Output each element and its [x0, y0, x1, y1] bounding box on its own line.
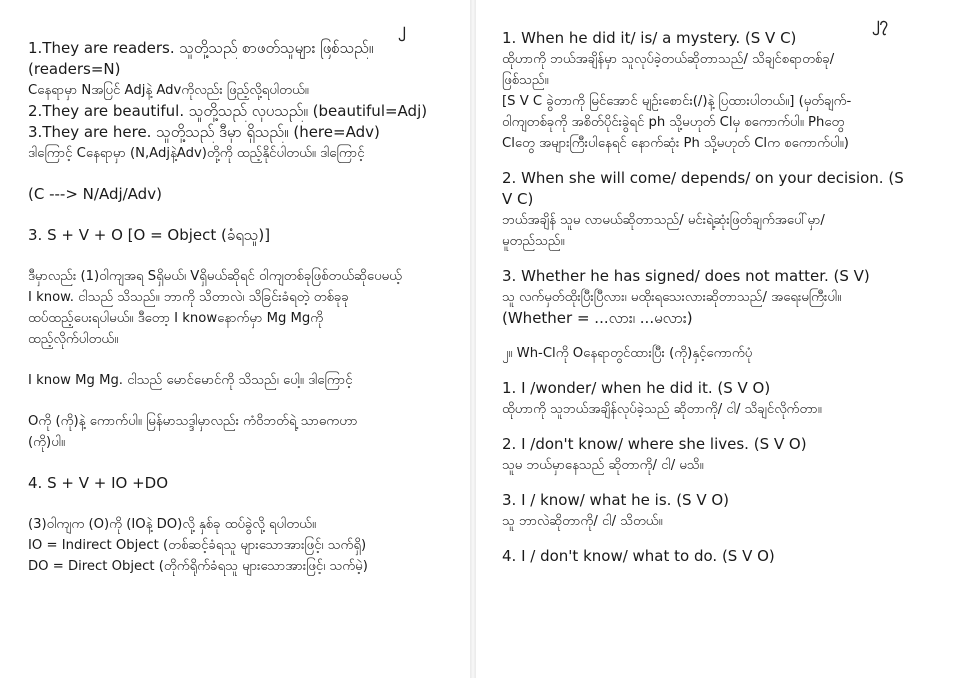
blank-line	[28, 391, 464, 411]
text-line: 3.They are here. သူတို့သည် ဒီမှာ ရှိသည်။ (here=Adv)	[28, 123, 380, 141]
text-line: ထိုဟာကို သူဘယ်အချိန်လုပ်ခဲ့သည် ဆိုတာကို/ ငါ/ သိချင်လိုက်တာ။	[502, 402, 822, 417]
blank-line	[502, 154, 948, 168]
text-line: ဖြစ်သည်။	[502, 73, 549, 88]
text-line: 4. I / don't know/ what to do. (S V O)	[502, 547, 775, 565]
blank-line	[28, 494, 464, 514]
text-line: (Whether = ...လား၊ ...မလား)	[502, 309, 693, 327]
blank-line	[502, 329, 948, 343]
text-line: 2. When she will come/ depends/ on your decision. (S	[502, 169, 904, 187]
text-line: I know Mg Mg. ငါသည် မောင်မောင်ကို သိသည်၊ ပေါ့။ ဒါကြောင့်	[28, 373, 353, 388]
blank-line	[28, 246, 464, 266]
text-line: 1. When he did it/ is/ a mystery. (S V C)	[502, 29, 797, 47]
text-line: သူ ဘာလဲဆိုတာကို/ ငါ/ သိတယ်။	[502, 514, 663, 529]
text-line: ထိုဟာကို ဘယ်အချိန်မှာ သူလုပ်ခဲ့တယ်ဆိုတာသည်/ သိချင်စရာတစ်ခု/	[502, 52, 835, 67]
page-number: ၂၇	[872, 14, 888, 32]
text-line: သူ လက်မှတ်ထိုးပြီးပြီလား၊ မထိုးရသေးလားဆိုတာသည်/ အရေးမကြီးပါ။	[502, 290, 842, 305]
text-line: (C ---> N/Adj/Adv)	[28, 185, 162, 203]
blank-line	[502, 252, 948, 266]
blank-line	[502, 532, 948, 546]
text-line: ထည့်လိုက်ပါတယ်။	[28, 332, 119, 347]
text-line: ဒါကြောင့် Cနေရာမှာ (N,Adjနဲ့Adv)တို့ကို ထည့်နိုင်ပါတယ်။ ဒါကြောင့်	[28, 146, 365, 161]
text-line: 3. Whether he has signed/ does not matter. (S V)	[502, 267, 870, 285]
blank-line	[502, 420, 948, 434]
text-line: ဒီမှာလည်း (1)ဝါကျအရ Sရှိမယ်၊ Vရှိမယ်ဆိုရင် ဝါကျတစ်ခုဖြစ်တယ်ဆိုပေမယ့်	[28, 269, 402, 284]
blank-line	[502, 364, 948, 378]
text-line: 2.They are beautiful. သူတို့သည် လှပသည်။ (beautiful=Adj)	[28, 102, 428, 120]
text-line: Oကို (ကို)နဲ့ ကောက်ပါ။ မြန်မာသဒ္ဒါမှာလည်း ကံဝိဘတ်ရဲ့ သာဓကဟာ	[28, 414, 358, 429]
right-page	[476, 0, 960, 678]
blank-line	[28, 350, 464, 370]
text-line: ဝါကျတစ်ခုကို အစိတ်ပိုင်းခွဲရင် ph သို့မဟုတ် Clမှ စကောက်ပါ။ Phတွေ	[502, 115, 845, 130]
blank-line	[28, 453, 464, 473]
text-line: 3. S + V + O [O = Object (ခံရသူ)]	[28, 226, 271, 244]
text-line: 1. I /wonder/ when he did it. (S V O)	[502, 379, 771, 397]
page-text	[502, 28, 948, 567]
text-line: I know. ငါသည် သိသည်။ ဘာကို သိတာလဲ၊ သိခြင်းခံရတဲ့ တစ်ခုခု	[28, 290, 349, 305]
blank-line	[28, 164, 464, 184]
text-line: ဘယ်အချိန် သူမ လာမယ်ဆိုတာသည်/ မင်းရဲ့ဆုံးဖြတ်ချက်အပေါ်မှာ/	[502, 213, 825, 228]
text-line: (ကို)ပါ။	[28, 435, 65, 450]
text-line: ၂။ Wh-Clကို Oနေရာတွင်ထားပြီး (ကို)နှင့်ကောက်ပုံ	[502, 346, 753, 361]
text-line: Clတွေ အများကြီးပါနေရင် နောက်ဆုံး Ph သို့မဟုတ် Clက စကောက်ပါ။)	[502, 136, 849, 151]
text-line: [S V C ခွဲတာကို မြင်အောင် မျဉ်းစောင်း(/)နဲ့ ပြထားပါတယ်။] (မှတ်ချက်-	[502, 94, 852, 109]
text-line: 2. I /don't know/ where she lives. (S V O)	[502, 435, 807, 453]
text-line: (readers=N)	[28, 60, 121, 78]
left-page	[0, 0, 470, 678]
text-line: V C)	[502, 190, 534, 208]
text-line: (3)ဝါကျက (O)ကို (IOနဲ့ DO)လို့ နှစ်ခု ထပ်ခွဲလို့ ရပါတယ်။	[28, 517, 316, 532]
text-line: သူမ ဘယ်မှာနေသည် ဆိုတာကို/ ငါ/ မသိ။	[502, 458, 704, 473]
text-line: ထပ်ထည့်ပေးရပါမယ်။ ဒီတော့ I knowနောက်မှာ Mg Mgကို	[28, 311, 324, 326]
page-text	[28, 38, 464, 577]
text-line: 1.They are readers. သူတို့သည် စာဖတ်သူများ ဖြစ်သည်။	[28, 39, 374, 57]
text-line: မူတည်သည်။	[502, 234, 565, 249]
text-line: 3. I / know/ what he is. (S V O)	[502, 491, 730, 509]
text-line: DO = Direct Object (တိုက်ရိုက်ခံရသူ များသောအားဖြင့်၊ သက်မဲ့)	[28, 559, 368, 574]
blank-line	[502, 476, 948, 490]
page-number: ၂	[398, 20, 406, 38]
text-line: IO = Indirect Object (တစ်ဆင့်ခံရသူ များသောအားဖြင့်၊ သက်ရှိ)	[28, 538, 367, 553]
blank-line	[28, 205, 464, 225]
text-line: 4. S + V + IO +DO	[28, 474, 168, 492]
text-line: Cနေရာမှာ Nအပြင် Adjနဲ့ Advကိုလည်း ဖြည့်လို့ရပါတယ်။	[28, 83, 309, 98]
